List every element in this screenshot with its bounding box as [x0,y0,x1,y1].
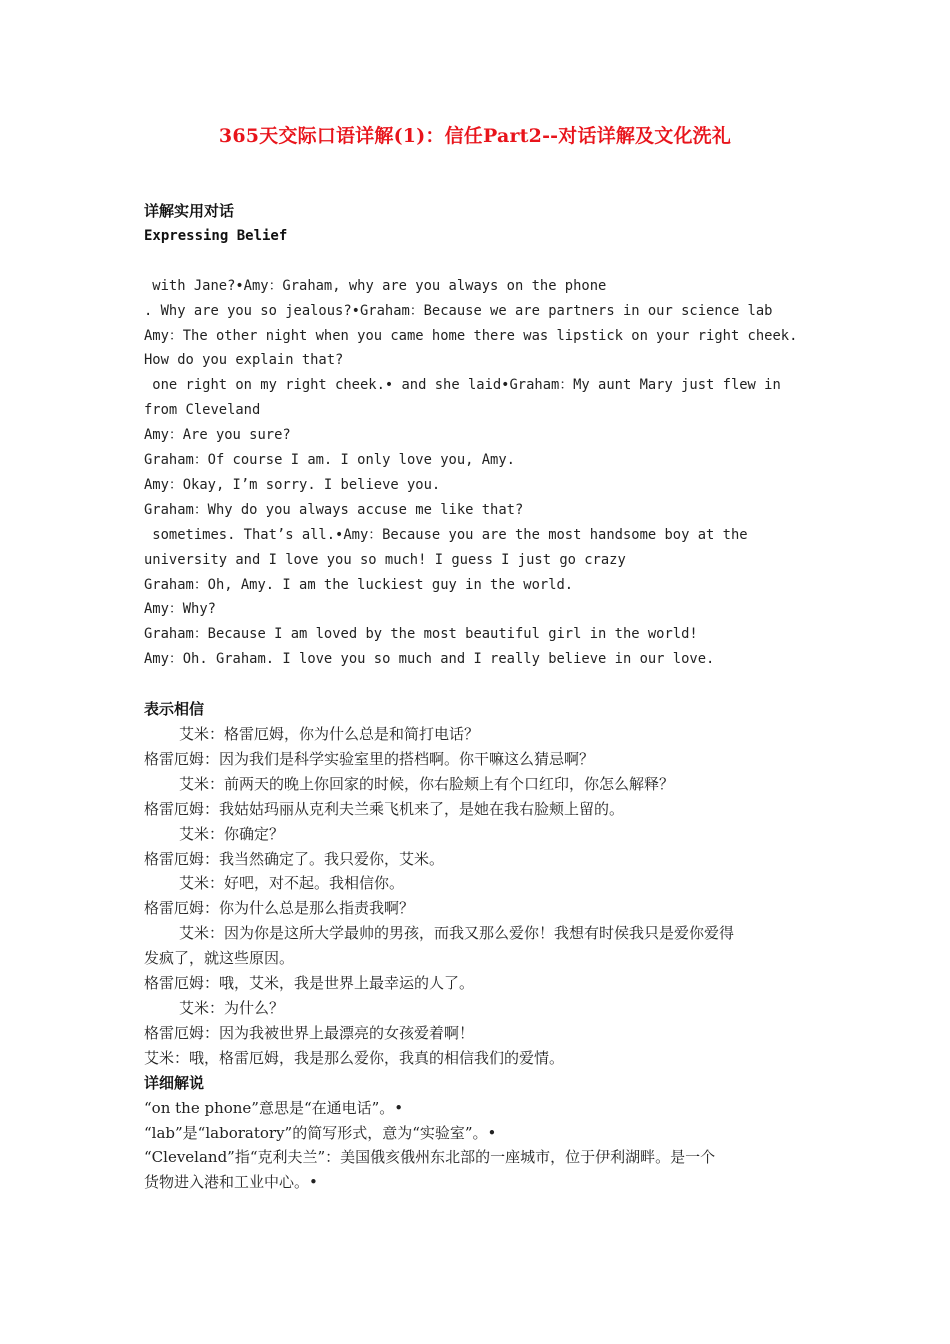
translation-line-amy: 艾米：你确定？ [179,824,285,843]
dialogue-line: sometimes. That’s all.•Amy：Because you are the most handsome boy at the [144,526,748,543]
translation-line-amy: 艾米：因为你是这所大学最帅的男孩，而我又那么爱你！我想有时侯我只是爱你爱得 [179,924,735,943]
explanation-line: “lab”是“laboratory”的简写形式，意为“实验室”。• [144,1123,497,1142]
translation-line-amy: 艾米：格雷厄姆，你为什么总是和简打电话？ [179,725,480,743]
translation-line-graham: 格雷厄姆：我姑姑玛丽从克利夫兰乘飞机来了，是她在我右脸颊上留的。 [144,799,625,818]
document-body [144,199,812,1195]
section-subheading-expressing-belief: Expressing Belief [144,227,288,244]
dialogue-line: with Jane?•Amy：Graham, why are you always on the phone [144,277,607,294]
dialogue-line: Amy：Okay, I’m sorry. I believe you. [144,476,441,493]
dialogue-line: Graham：Why do you always accuse me like that? [144,501,524,518]
translation-line-graham: 格雷厄姆：我当然确定了。我只爱你，艾米。 [144,849,445,868]
spacer [144,672,812,697]
document-title: 365天交际口语详解(1)：信任Part2--对话详解及文化洗礼 [218,125,732,147]
explanation-line: 货物进入港和工业中心。• [144,1173,318,1192]
dialogue-line: Amy：The other night when you came home there was lipstick on your right cheek. [144,327,798,344]
dialogue-line: How do you explain that? [144,352,344,369]
dialogue-line: Amy：Oh. Graham. I love you so much and I really believe in our love. [144,651,715,668]
spacer [144,249,812,274]
translation-line-graham: 格雷厄姆：因为我被世界上最漂亮的女孩爱着啊！ [144,1023,475,1042]
section-heading-dialogue: 详解实用对话 [144,202,235,220]
translation-line-amy: 艾米：为什么？ [179,998,285,1017]
translation-line-graham: 格雷厄姆：哦，艾米，我是世界上最幸运的人了。 [144,974,475,993]
translation-line-amy: 艾米：哦，格雷厄姆，我是那么爱你，我真的相信我们的爱情。 [144,1048,565,1067]
translation-line-continued: 发疯了，就这些原因。 [144,949,295,968]
translation-line-amy: 艾米：前两天的晚上你回家的时候，你右脸颊上有个口红印，你怎么解释？ [179,774,675,793]
section-heading-explanation: 详细解说 [144,1073,205,1092]
translation-line-graham: 格雷厄姆：因为我们是科学实验室里的搭档啊。你干嘛这么猜忌啊？ [144,749,595,768]
explanation-line: “Cleveland”指“克利夫兰”：美国俄亥俄州东北部的一座城市，位于伊利湖畔。是一个 [144,1148,716,1167]
dialogue-line: Amy：Are you sure? [144,427,291,444]
dialogue-line: Graham：Because I am loved by the most beautiful girl in the world! [144,626,698,643]
section-heading-belief: 表示相信 [144,700,205,719]
dialogue-line: one right on my right cheek.• and she laid•Graham：My aunt Mary just flew in [144,377,781,394]
translation-line-amy: 艾米：好吧，对不起。我相信你。 [179,874,405,893]
translation-line-graham: 格雷厄姆：你为什么总是那么指责我啊？ [144,899,415,918]
dialogue-line: from Cleveland [144,402,261,419]
explanation-line: “on the phone”意思是“在通电话”。• [144,1098,404,1117]
dialogue-line: university and I love you so much! I guess I just go crazy [144,551,626,568]
dialogue-line: Amy：Why? [144,601,216,618]
dialogue-line: Graham：Of course I am. I only love you, Amy. [144,452,515,469]
dialogue-line: . Why are you so jealous?•Graham：Because we are partners in our science lab [144,302,773,319]
dialogue-line: Graham：Oh, Amy. I am the luckiest guy in the world. [144,576,574,593]
